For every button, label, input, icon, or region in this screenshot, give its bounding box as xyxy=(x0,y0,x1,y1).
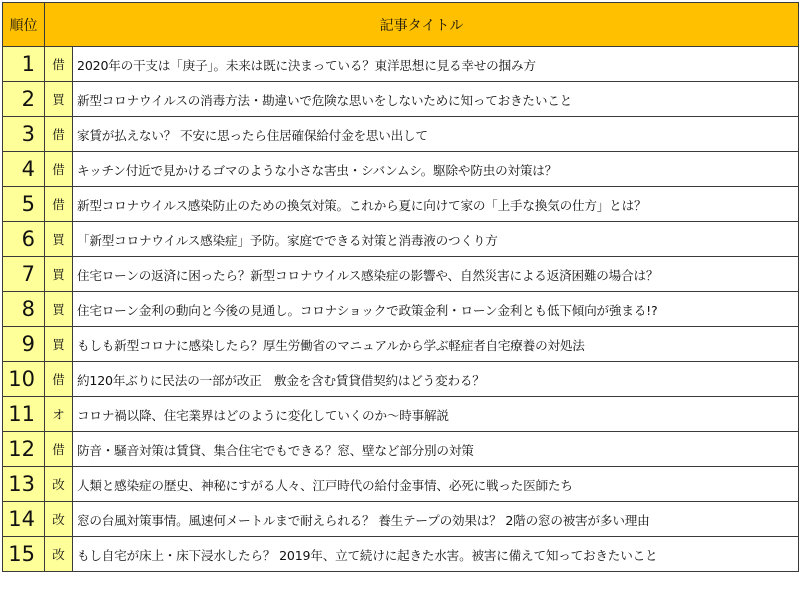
table-row xyxy=(3,152,799,187)
table-row xyxy=(3,117,799,152)
category-label: 借 xyxy=(45,117,73,152)
article-title: 防音・騒音対策は賃貸、集合住宅でもできる？窓、壁など部分別の対策 xyxy=(73,432,799,467)
table-row xyxy=(3,467,799,502)
ranking-table xyxy=(2,2,799,572)
category-label: オ xyxy=(45,397,73,432)
rank-number: 1 xyxy=(3,47,45,82)
category-label: 買 xyxy=(45,222,73,257)
rank-number: 4 xyxy=(3,152,45,187)
article-title: コロナ禍以降、住宅業界はどのように変化していくのか～時事解説 xyxy=(73,397,799,432)
category-label: 改 xyxy=(45,537,73,572)
table-row xyxy=(3,187,799,222)
table-row xyxy=(3,222,799,257)
table-body xyxy=(3,47,799,572)
category-label: 買 xyxy=(45,82,73,117)
rank-number: 5 xyxy=(3,187,45,222)
article-title: 家賃が払えない？ 不安に思ったら住居確保給付金を思い出して xyxy=(73,117,799,152)
rank-number: 11 xyxy=(3,397,45,432)
article-title: もしも新型コロナに感染したら？厚生労働省のマニュアルから学ぶ軽症者自宅療養の対処法 xyxy=(73,327,799,362)
article-title: キッチン付近で見かけるゴマのような小さな害虫・シバンムシ。駆除や防虫の対策は？ xyxy=(73,152,799,187)
category-label: 借 xyxy=(45,187,73,222)
rank-number: 6 xyxy=(3,222,45,257)
article-title: 住宅ローンの返済に困ったら？新型コロナウイルス感染症の影響や、自然災害による返済困難の場合は？ xyxy=(73,257,799,292)
table-row xyxy=(3,537,799,572)
rank-number: 3 xyxy=(3,117,45,152)
rank-number: 15 xyxy=(3,537,45,572)
rank-number: 7 xyxy=(3,257,45,292)
rank-number: 2 xyxy=(3,82,45,117)
category-label: 借 xyxy=(45,432,73,467)
article-title: もし自宅が床上・床下浸水したら？ 2019年、立て続けに起きた水害。被害に備えて知っておきたいこと xyxy=(73,537,799,572)
article-title: 新型コロナウイルスの消毒方法・勘違いで危険な思いをしないために知っておきたいこと xyxy=(73,82,799,117)
category-label: 借 xyxy=(45,47,73,82)
rank-number: 12 xyxy=(3,432,45,467)
article-title: 窓の台風対策事情。風速何メートルまで耐えられる？ 養生テープの効果は？ 2階の窓の被害が多い理由 xyxy=(73,502,799,537)
rank-number: 10 xyxy=(3,362,45,397)
table-row xyxy=(3,362,799,397)
table-row xyxy=(3,82,799,117)
table-row xyxy=(3,397,799,432)
article-title: 住宅ローン金利の動向と今後の見通し。コロナショックで政策金利・ローン金利とも低下傾向が強まる!? xyxy=(73,292,799,327)
category-label: 借 xyxy=(45,152,73,187)
article-title: 2020年の干支は「庚子」。未来は既に決まっている？東洋思想に見る幸せの掴み方 xyxy=(73,47,799,82)
rank-number: 8 xyxy=(3,292,45,327)
category-label: 改 xyxy=(45,467,73,502)
table-row xyxy=(3,47,799,82)
category-label: 買 xyxy=(45,292,73,327)
table-row xyxy=(3,327,799,362)
table-row xyxy=(3,432,799,467)
article-title: 「新型コロナウイルス感染症」予防。家庭でできる対策と消毒液のつくり方 xyxy=(73,222,799,257)
rank-number: 9 xyxy=(3,327,45,362)
article-title: 新型コロナウイルス感染防止のための換気対策。これから夏に向けて家の「上手な換気の仕方」とは？ xyxy=(73,187,799,222)
rank-number: 13 xyxy=(3,467,45,502)
category-label: 借 xyxy=(45,362,73,397)
article-title: 人類と感染症の歴史、神秘にすがる人々、江戸時代の給付金事情、必死に戦った医師たち xyxy=(73,467,799,502)
table-row xyxy=(3,502,799,537)
table-row xyxy=(3,257,799,292)
rank-number: 14 xyxy=(3,502,45,537)
rank-header: 順位 xyxy=(3,3,45,47)
title-header: 記事タイトル xyxy=(45,3,799,47)
category-label: 買 xyxy=(45,327,73,362)
table-row xyxy=(3,292,799,327)
category-label: 改 xyxy=(45,502,73,537)
category-label: 買 xyxy=(45,257,73,292)
header-row xyxy=(3,3,799,47)
article-title: 約120年ぶりに民法の一部が改正 敷金を含む賃貸借契約はどう変わる？ xyxy=(73,362,799,397)
